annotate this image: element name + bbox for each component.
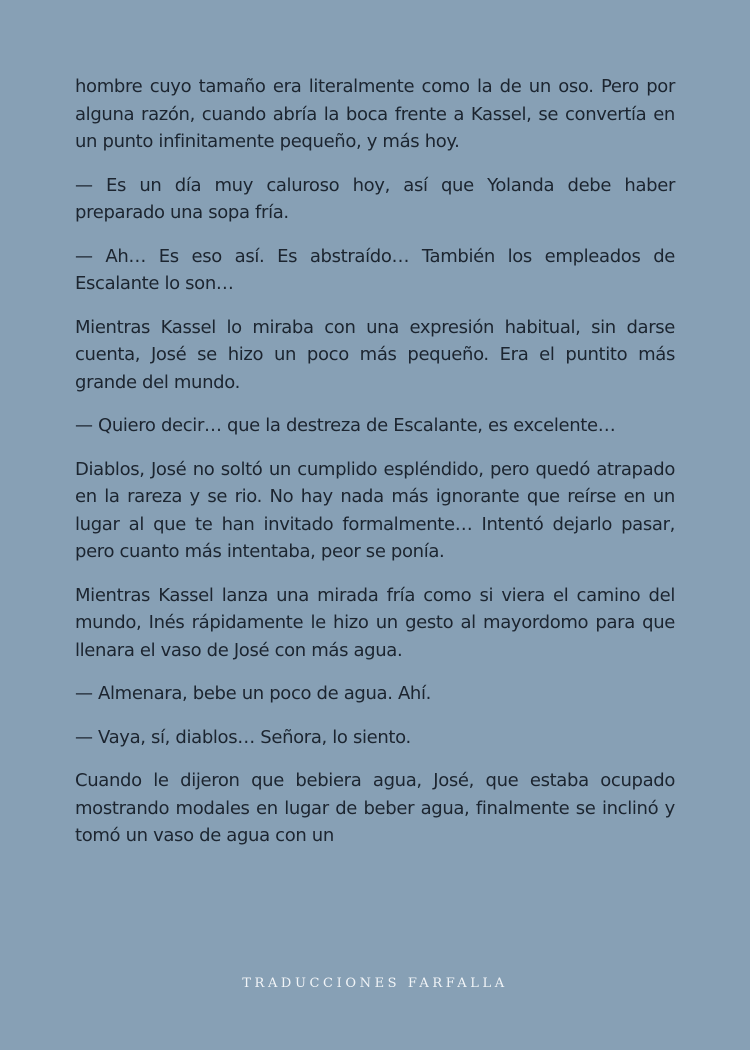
paragraph: — Quiero decir… que la destreza de Escalante, es excelente… <box>75 415 616 436</box>
paragraph: Mientras Kassel lo miraba con una expresión habitual, sin darse cuenta, José se hizo un poco más pequeño. Era el puntito más grande del mundo. <box>75 316 675 393</box>
body-text <box>75 73 675 866</box>
page-footer: TRADUCCIONES FARFALLA <box>242 976 508 991</box>
paragraph: — Almenara, bebe un poco de agua. Ahí. <box>75 683 431 704</box>
paragraph: Cuando le dijeron que bebiera agua, José, que estaba ocupado mostrando modales en lugar de beber agua, finalmente se inclinó y tomó un vaso de agua con un <box>75 770 675 846</box>
paragraph: — Ah… Es eso así. Es abstraído… También los empleados de Escalante lo son… <box>75 245 675 294</box>
paragraph: Mientras Kassel lanza una mirada fría como si viera el camino del mundo, Inés rápidamente le hizo un gesto al mayordomo para que llenara el vaso de José con más agua. <box>75 584 675 661</box>
paragraph: Diablos, José no soltó un cumplido espléndido, pero quedó atrapado en la rareza y se rio. No hay nada más ignorante que reírse en un lugar al que te han invitado formalmente… Intentó dejarlo pasar, pero cuanto más intentaba, peor se ponía. <box>75 458 675 562</box>
paragraph: — Vaya, sí, diablos… Señora, lo siento. <box>75 726 411 748</box>
paragraph: hombre cuyo tamaño era literalmente como la de un oso. Pero por alguna razón, cuando abría la boca frente a Kassel, se convertía en un punto infinitamente pequeño, y más hoy. <box>75 76 675 152</box>
paragraph: — Es un día muy caluroso hoy, así que Yolanda debe haber preparado una sopa fría. <box>75 174 675 223</box>
